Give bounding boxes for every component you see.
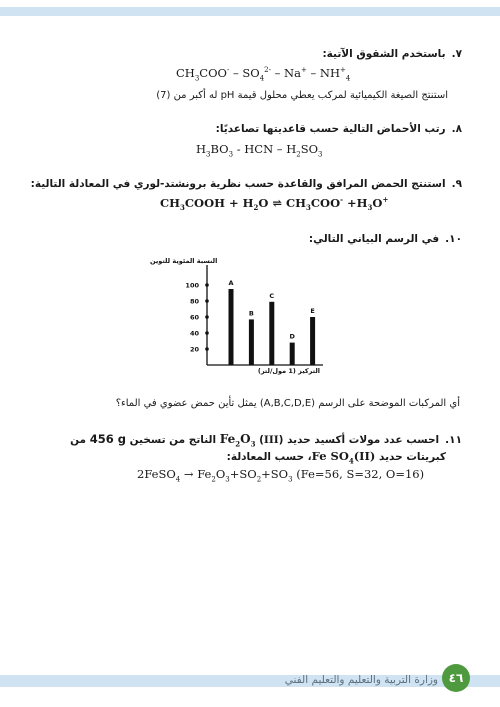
question-10-question: أي المركبات الموضحة على الرسم (A,B,C,D,E) يمثل تأين حمض عضوي في الماء؟ [115, 398, 460, 409]
question-7-body: استنتج الصيغة الكيميائية لمركب يعطي محلول قيمة pH له أكبر من (7) [156, 90, 448, 101]
question-11-equation: 2FeSO$_4$ → $Fe_2O_3+SO_2+SO_3$ (Fe=56, S=32, O=16) [137, 467, 425, 484]
chart-y-tick-80 [205, 299, 209, 303]
question-11-line1: ١١.احسب عدد مولات أكسيد حديد (III) $Fe_2O_3$ الناتج من تسخين 456 g من [70, 432, 462, 449]
chart-y-tick-40 [205, 331, 209, 335]
chart-bar-label-A: A [228, 279, 234, 287]
question-7-title: ٧.باستخدم الشقوق الآتية: [322, 48, 462, 60]
chart-bar-label-C: C [269, 291, 275, 300]
chart-bar-C [269, 302, 274, 365]
chart-y-tick-60 [205, 315, 209, 319]
chart-y-tick-label-20: 20 [189, 345, 199, 354]
chart-x-axis-label: التركيز (1 مول/لتر) [257, 367, 320, 375]
chart-y-tick-label-100: 100 [185, 281, 199, 290]
footer-ministry-name: وزارة التربية والتعليم والتعليم الفني [284, 674, 438, 686]
bar-chart [150, 253, 330, 383]
top-rule [0, 7, 500, 16]
chart-bar-B [249, 319, 254, 365]
question-9-equation: $CH_3COOH + H_2O$ ⇌ $CH_3COO^- +H_3O^+$ [160, 195, 389, 213]
chart-y-tick-label-40: 40 [189, 329, 199, 338]
chart-y-tick-20 [205, 347, 209, 351]
page-number-badge: ٤٦ [442, 664, 470, 692]
chart-bar-label-D: D [289, 332, 295, 341]
chart-bar-D [290, 343, 295, 365]
chart-bar-E [310, 317, 315, 365]
chart-y-axis-label: النسبة المئوية للتوين [150, 257, 218, 265]
question-10-title: ١٠.في الرسم البياني التالي: [308, 233, 462, 245]
chart-y-tick-label-60: 60 [189, 313, 199, 322]
question-7-ions: $CH_3COO^- - SO_4^{2-} - Na^+ - NH^+_4$ [176, 66, 351, 83]
chart-bar-label-E: E [310, 307, 315, 315]
question-9-title: ٩.استنتج الحمض المرافق والقاعدة حسب نظرية برونشتد-لوري في المعادلة التالية: [30, 178, 462, 190]
question-11-line2: كبريتات حديد Fe $SO_4(II)،$ حسب المعادلة: [226, 449, 446, 466]
chart-bar-label-B: B [248, 309, 254, 318]
chart-y-tick-100 [205, 283, 209, 287]
chart-bar-A [229, 289, 234, 365]
question-11-mass: 456 g [89, 432, 126, 446]
question-8-title: ٨.رتب الأحماض التالية حسب قاعديتها تصاعديًا: [215, 123, 462, 135]
chart-y-tick-label-80: 80 [189, 297, 199, 306]
question-8-acids: $H_3BO_3$ - HCN – $H_2SO_3$ [196, 142, 323, 159]
